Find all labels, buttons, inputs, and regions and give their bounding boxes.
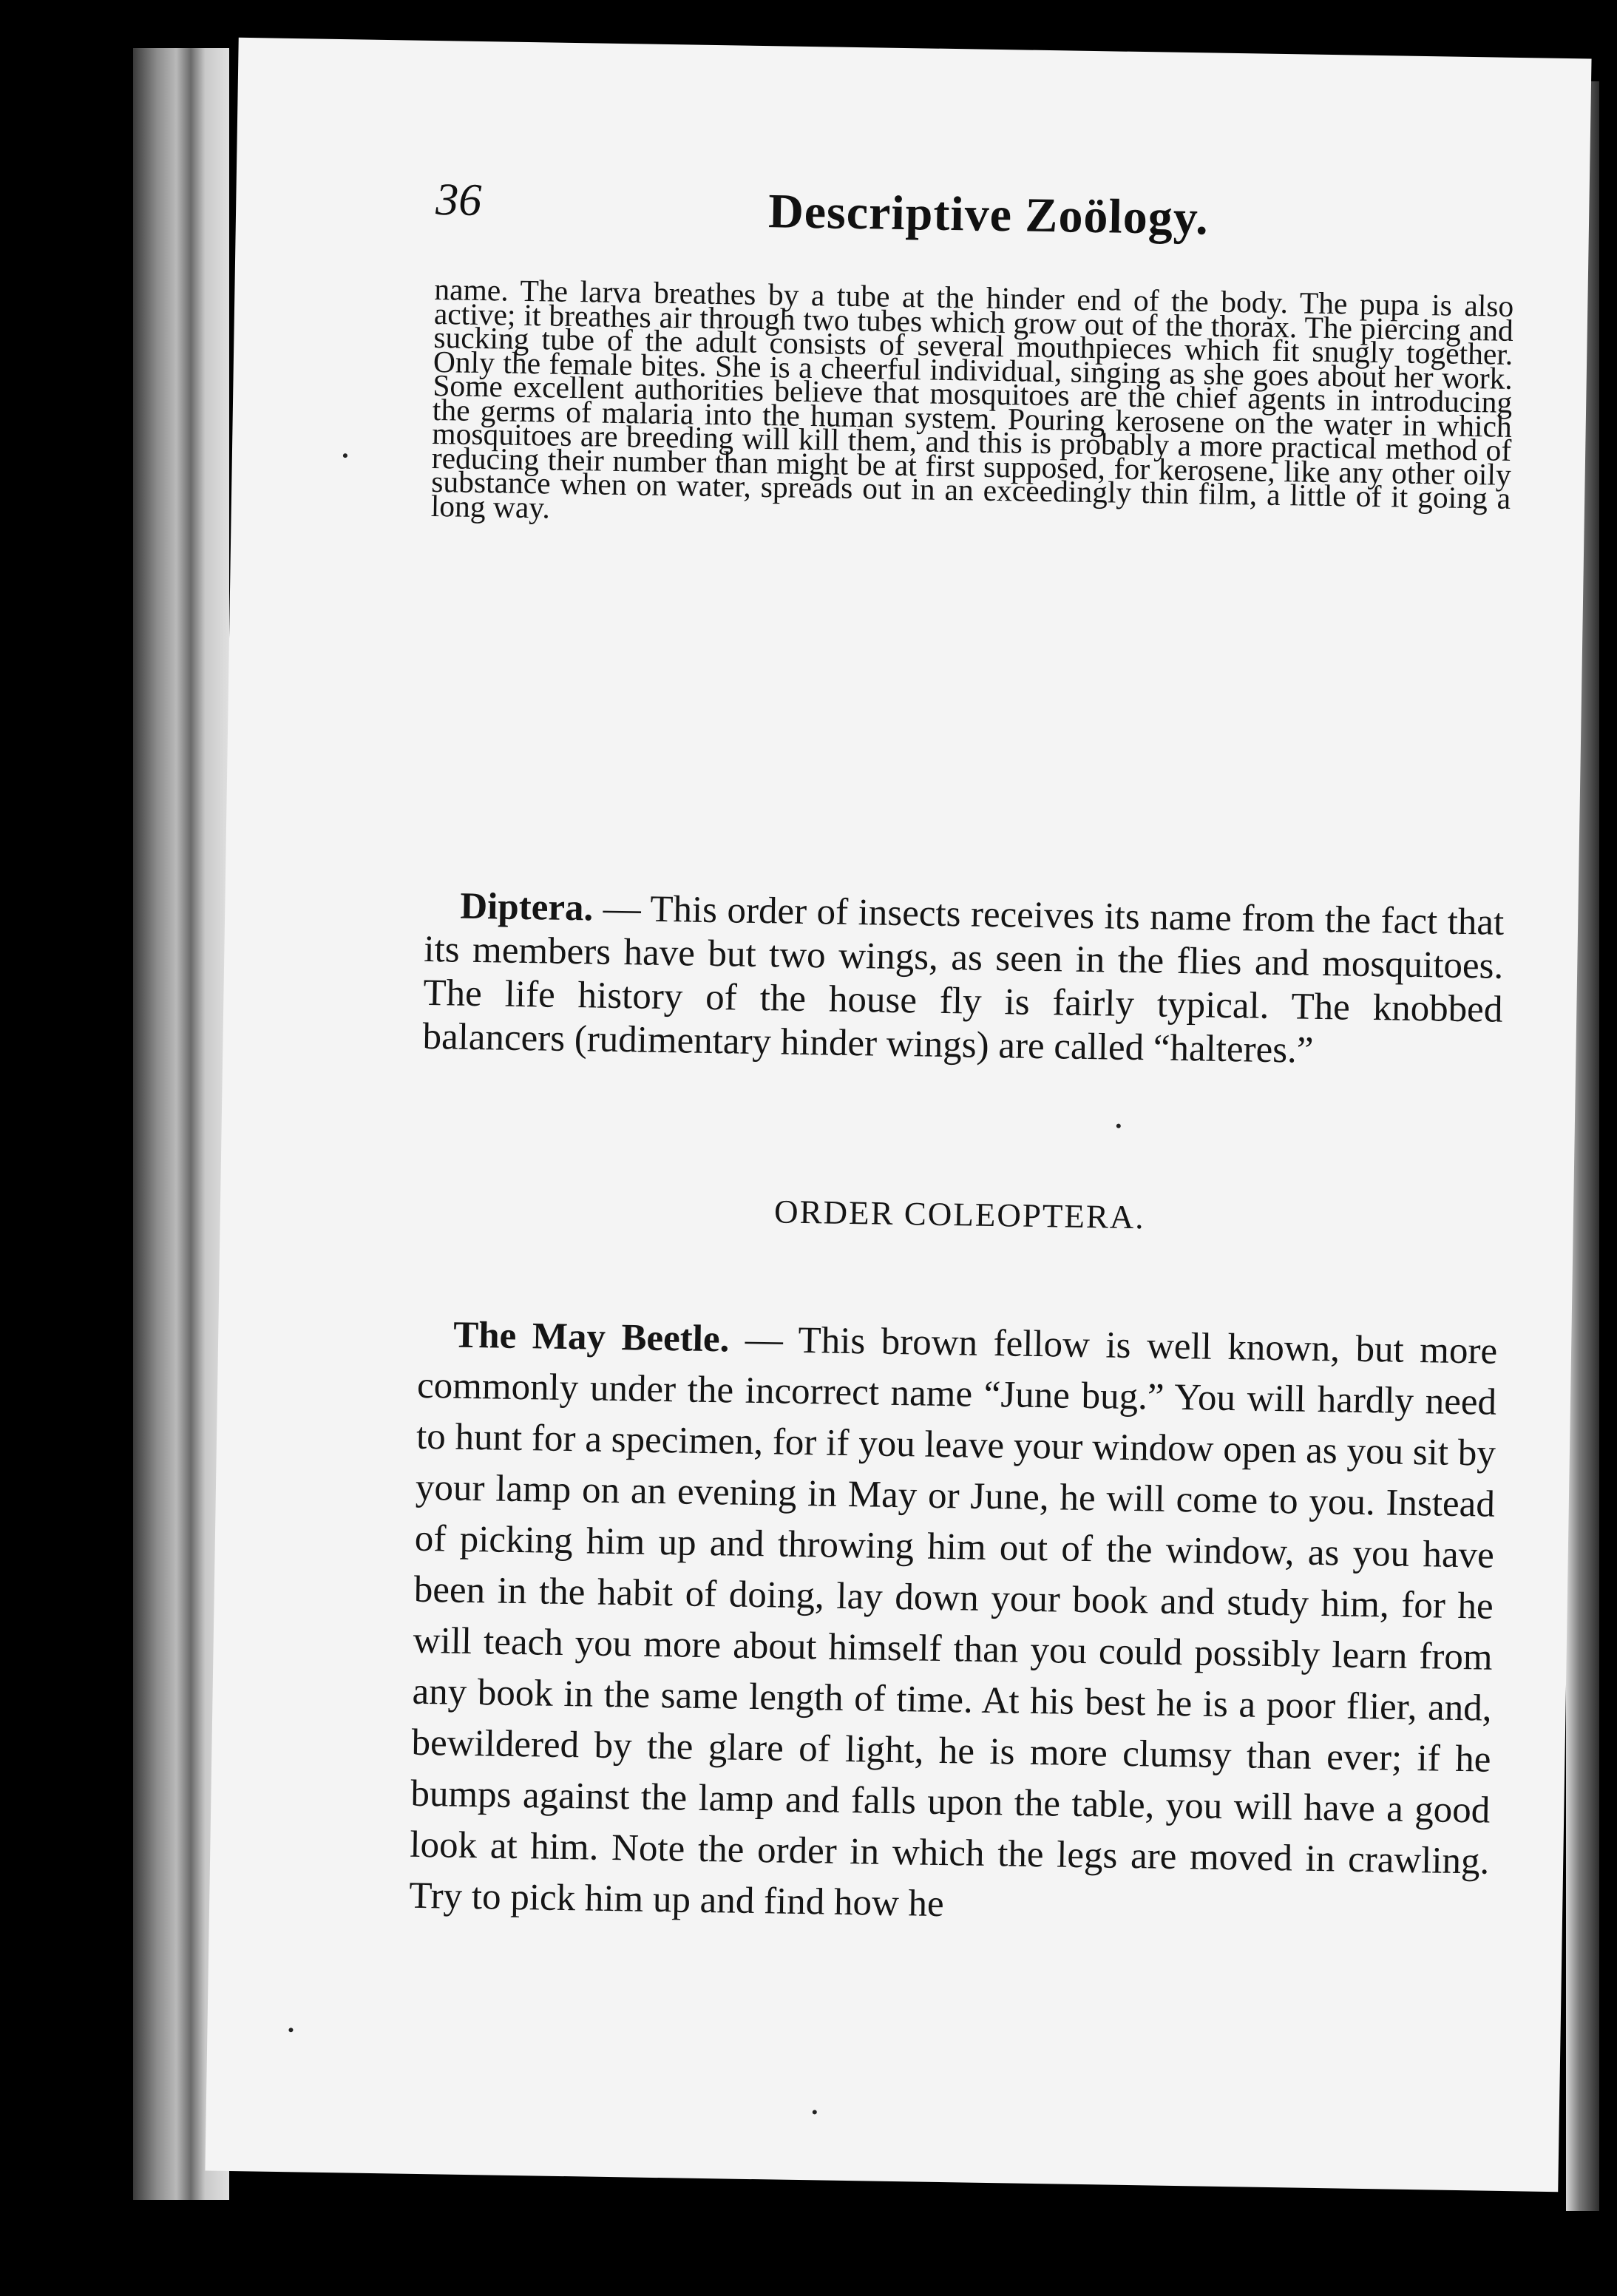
running-head	[435, 174, 1508, 280]
book-title: Descriptive Zoölogy.	[767, 184, 1210, 245]
mosquito-paragraph-text: name. The larva breathes by a tube at the hinder end of the body. The pupa is also active; it breathes air through two tubes which grow out of the thorax. The piercing and sucking tube of the adult consists of several mouthpieces which fit snugly together. Only the female bites. She is a cheerful individual, singing as she goes about her work. Some excellent authorities believe that mosquitoes are the chief agents in introducing the germs of malaria into the human system. Pouring kerosene on the water in which mosquitoes are breeding will kill them, and this is probably a more practical method of reducing their number than might be at first supposed, for kerosene, like any other oily substance when on water, spreads out in an exceedingly thin film, a little of it going a long way.	[430, 272, 1514, 524]
ink-speck	[1116, 1124, 1121, 1128]
book-page	[205, 38, 1591, 2192]
section-heading: ORDER COLEOPTERA.	[773, 1193, 1146, 1236]
diptera-term: Diptera.	[459, 885, 594, 929]
may-beetle-term: The May Beetle.	[452, 1314, 730, 1361]
ink-speck	[343, 453, 348, 458]
diptera-body: — This order of insects receives its name from the fact that its members have but two wings, as seen in the flies and mosquitoes. The life history of the house fly is fairly typical. The knobbed balancers (rudimentary hinder wings) are called “halteres.”	[422, 887, 1505, 1071]
mosquito-paragraph	[430, 272, 1514, 535]
ink-speck	[813, 2110, 817, 2114]
may-beetle-paragraph	[408, 1272, 1498, 1977]
may-beetle-paragraph-text	[409, 1310, 1498, 1939]
may-beetle-body: — This brown fellow is well known, but more commonly under the incorrect name “June bug.” You will hardly need to hunt for a specimen, for if you leave your window open as you sit by your lamp on an evening in May or June, he will come to you. Instead of picking him up and throwing him out of the window, as you have been in the habit of doing, lay down your book and study him, for he will teach you more about himself than you could possibly learn from any book in the same length of time. At his best he is a poor flier, and, bewildered by the glare of light, he is more clumsy than ever; if he bumps against the lamp and falls upon the table, you will have a good look at him. Note the order in which the legs are moved in crawling. Try to pick him up and find how he	[408, 1318, 1498, 1926]
diptera-paragraph	[421, 847, 1505, 1114]
diptera-paragraph-text	[422, 884, 1505, 1076]
ink-speck	[288, 2028, 293, 2032]
page-number: 36	[435, 175, 482, 226]
